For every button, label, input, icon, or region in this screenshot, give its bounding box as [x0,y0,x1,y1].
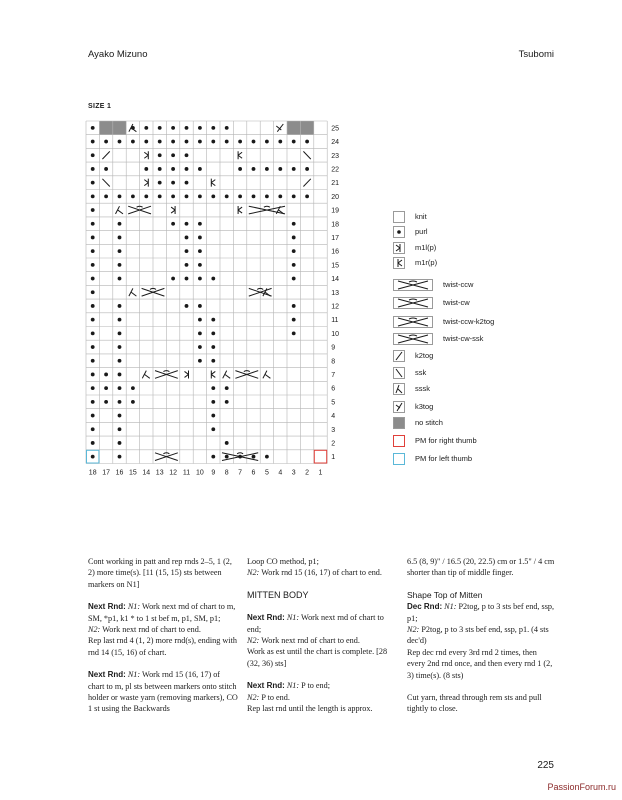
row-number: 19 [331,207,339,215]
paragraph: Cont working in patt and rep rnds 2–5, 1 (2, 2) more time(s). [11 (15, 15) sts between markers on N1] [88,557,232,589]
purl-dot [185,140,189,144]
purl-dot [252,194,256,198]
pattern-name: Tsubomi [518,49,554,60]
purl-dot [104,373,108,377]
sssk-symbol [142,371,150,379]
purl-dot [118,427,122,431]
purl-dot [91,455,95,459]
purl-dot [91,222,95,226]
purl-dot [211,359,215,363]
column-number: 12 [169,469,177,477]
purl-dot [211,194,215,198]
purl-dot [185,153,189,157]
row-number: 21 [331,180,339,188]
purl-dot [252,167,256,171]
paragraph: Cut yarn, thread through rem sts and pull tightly to close. [407,693,542,714]
knit-icon [393,211,405,223]
author-name: Ayako Mizuno [88,49,148,60]
purl-dot [118,140,122,144]
column-number: 10 [196,469,204,477]
purl-dot [185,222,189,226]
purl-dot [211,126,215,130]
row-number: 12 [331,303,339,311]
purl-icon [393,226,405,238]
instructions-column-3 [407,556,557,726]
twist-ccw-symbol [155,371,178,379]
purl-dot [118,236,122,240]
purl-dot [118,331,122,335]
column-number: 13 [155,469,164,477]
ssk-symbol [102,179,109,187]
purl-dot [171,277,175,281]
purl-dot [185,249,189,253]
row-number: 6 [331,385,336,393]
column-number: 3 [291,469,296,477]
purl-dot [118,263,122,267]
purl-dot [225,386,229,390]
purl-dot [91,194,95,198]
no-stitch-icon [393,417,405,429]
purl-dot [158,140,162,144]
row-number: 1 [331,454,336,462]
legend-label: twist-ccw-k2tog [443,317,495,326]
row-number: 8 [331,358,336,366]
purl-dot [185,277,189,281]
purl-dot [238,167,242,171]
twist-cw-symbol [249,288,272,296]
m1l-symbol [144,179,148,187]
purl-dot [292,222,296,226]
purl-dot [131,386,135,390]
section-heading: Shape Top of Mitten [407,589,483,600]
column-number: 11 [182,469,191,477]
sssk-icon [393,383,405,395]
purl-dot [91,373,95,377]
column-number: 4 [278,469,283,477]
purl-dot [211,386,215,390]
column-number: 8 [224,469,229,477]
twist-cw-symbol [222,453,258,461]
k2tog-symbol [303,179,310,187]
purl-dot [292,194,296,198]
pm-right-marker [314,450,326,463]
purl-dot [292,318,296,322]
purl-dot [225,400,229,404]
column-number: 5 [264,469,269,477]
k2tog-symbol [102,151,109,159]
purl-dot [198,249,202,253]
paragraph: 6.5 (8, 9)" / 16.5 (20, 22.5) cm or 1.5" / 4 cm shorter than tip of middle finger. [407,557,555,578]
pm-right-icon [393,435,405,447]
row-number: 2 [331,440,336,448]
purl-dot [118,400,122,404]
purl-dot [292,263,296,267]
row-number: 18 [331,221,339,229]
purl-dot [238,455,242,459]
purl-dot [265,194,269,198]
k3tog-icon [393,401,405,413]
purl-dot [118,455,122,459]
purl-dot [198,194,202,198]
purl-dot [118,304,122,308]
paragraph: Next Rnd: N1: Work next rnd of chart to end; N2: Work next rnd of chart to end. Work as est until the chart is complete. [28 (32, 36) sts] [247,613,388,668]
purl-dot [198,304,202,308]
purl-dot [118,318,122,322]
purl-dot [91,167,95,171]
twist-ccw-symbol [155,453,178,461]
paragraph: Next Rnd: N1: Work rnd 15 (16, 17) of chart to m, pl sts between markers onto stitch holder or waste yarn (removing markers), CO 1 st using the Backwards [88,670,238,714]
column-number: 9 [211,469,216,477]
purl-dot [305,167,309,171]
purl-dot [198,277,202,281]
purl-dot [144,126,148,130]
no-stitch-cell [99,121,112,135]
twist-ccw-icon [393,279,433,291]
column-number: 18 [88,469,97,477]
purl-dot [211,318,215,322]
purl-dot [278,140,282,144]
purl-dot [265,167,269,171]
purl-dot [91,236,95,240]
row-number: 24 [331,139,339,147]
purl-dot [118,373,122,377]
row-number: 4 [331,413,336,421]
row-number: 25 [331,125,339,133]
purl-dot [185,263,189,267]
twist-cw-ssk-icon [393,333,433,345]
purl-dot [198,126,202,130]
purl-dot [171,167,175,171]
purl-dot [292,277,296,281]
purl-dot [198,345,202,349]
k3tog-symbol [276,206,284,214]
m1l-symbol [185,370,189,378]
purl-dot [171,126,175,130]
legend-item-no-stitch [393,416,443,429]
purl-dot [91,126,95,130]
column-number: 2 [305,469,310,477]
purl-dot [104,140,108,144]
legend-label: ssk [415,368,427,377]
twist-ccw-k2tog-icon [393,316,433,328]
legend-label: knit [415,212,427,221]
purl-dot [292,304,296,308]
purl-dot [118,386,122,390]
paragraph: Next Rnd: N1: P to end; N2: P to end. Rep last rnd until the length is approx. [247,681,373,714]
purl-dot [198,359,202,363]
legend-item-twist-cw-ssk [393,332,483,345]
purl-dot [225,126,229,130]
purl-dot [91,249,95,253]
purl-dot [252,455,256,459]
purl-dot [91,290,95,294]
purl-dot [131,126,135,130]
row-number: 11 [331,317,339,325]
legend-item-pm-left [393,452,472,465]
m1r-icon [393,257,405,269]
purl-dot [292,236,296,240]
pm-left-marker [87,450,99,463]
purl-dot [91,427,95,431]
legend-item-twist-cw [393,296,470,309]
purl-dot [238,140,242,144]
purl-dot [185,194,189,198]
k3tog-symbol [263,288,271,296]
m1l-icon [393,242,405,254]
legend-item-pm-right [393,434,477,447]
legend-label: purl [415,227,428,236]
row-number: 9 [331,344,336,352]
purl-dot [91,386,95,390]
row-number: 3 [331,426,336,434]
purl-dot [171,194,175,198]
ssk-symbol [303,151,310,159]
purl-dot [278,167,282,171]
row-number: 20 [331,193,339,201]
purl-dot [118,194,122,198]
twist-cw-icon [393,297,433,309]
purl-dot [171,153,175,157]
purl-dot [185,236,189,240]
purl-dot [265,140,269,144]
purl-dot [171,181,175,185]
sssk-symbol [129,288,137,296]
purl-dot [91,441,95,445]
purl-dot [211,400,215,404]
legend-item-twist-ccw-k2tog [393,315,494,328]
purl-dot [278,194,282,198]
m1r-symbol [238,151,242,159]
purl-dot [158,181,162,185]
purl-dot [211,414,215,418]
sssk-symbol [129,124,137,132]
purl-dot [292,140,296,144]
purl-dot [91,400,95,404]
m1r-symbol [238,206,242,214]
purl-dot [211,140,215,144]
purl-dot [91,331,95,335]
legend-item-twist-ccw [393,278,473,291]
twist-ccw-symbol [142,288,165,296]
m1r-symbol [211,179,215,187]
legend-label: k3tog [415,402,434,411]
purl-dot [144,167,148,171]
row-number: 13 [331,289,339,297]
purl-dot [91,181,95,185]
purl-dot [131,194,135,198]
legend-label: m1l(p) [415,243,437,252]
sssk-symbol [223,371,231,379]
purl-dot [91,318,95,322]
legend-item-m1l [393,241,436,254]
purl-dot [91,345,95,349]
no-stitch-cell [287,121,300,135]
purl-dot [238,194,242,198]
purl-dot [91,263,95,267]
purl-dot [292,249,296,253]
purl-dot [211,277,215,281]
twist-cw-symbol [235,371,258,379]
twist-ccw-symbol [128,206,151,214]
paragraph: Dec Rnd: N1: P2tog, p to 3 sts bef end, ssp, p1; N2: P2tog, p to 3 sts bef end, ssp, p1. (4 sts dec'd) Rep dec rnd every 3rd rnd 2 times, then every 2nd rnd once, and then every rnd 1 (2, 3) time(s). (8 sts) [407,602,555,680]
paragraph: Loop CO method, p1; N2: Work rnd 15 (16, 17) of chart to end. [247,557,382,578]
legend-item-m1r [393,256,437,269]
row-number: 7 [331,371,336,379]
purl-dot [118,277,122,281]
no-stitch-cell [300,121,313,135]
purl-dot [91,304,95,308]
purl-dot [305,140,309,144]
purl-dot [91,359,95,363]
legend-item-k2tog [393,349,433,362]
purl-dot [265,455,269,459]
purl-dot [252,140,256,144]
purl-dot [144,140,148,144]
purl-dot [185,181,189,185]
purl-dot [225,140,229,144]
column-number: 17 [102,469,110,477]
legend-item-knit [393,210,427,223]
pm-left-icon [393,453,405,465]
twist-cw-symbol [249,206,285,214]
legend-item-purl [393,225,428,238]
purl-dot [158,126,162,130]
purl-dot [211,331,215,335]
legend-label: PM for left thumb [415,454,473,463]
k3tog-symbol [276,124,283,132]
purl-dot [158,153,162,157]
purl-dot [185,167,189,171]
purl-dot [104,386,108,390]
legend-item-k3tog [393,400,433,413]
watermark: PassionForum.ru [547,782,616,792]
k3tog-symbol [263,371,271,379]
no-stitch-cell [113,121,126,135]
legend-label: m1r(p) [415,258,438,267]
purl-dot [91,208,95,212]
purl-dot [171,222,175,226]
purl-dot [104,400,108,404]
row-number: 16 [331,248,339,256]
row-number: 14 [331,276,339,284]
column-number: 7 [238,469,243,477]
purl-dot [118,414,122,418]
purl-dot [104,167,108,171]
purl-dot [185,304,189,308]
legend-label: sssk [415,384,430,393]
purl-dot [171,140,175,144]
purl-dot [104,194,108,198]
purl-dot [185,126,189,130]
purl-dot [198,263,202,267]
legend-label: no stitch [415,418,443,427]
purl-dot [131,400,135,404]
purl-dot [118,441,122,445]
purl-dot [118,249,122,253]
purl-dot [198,140,202,144]
paragraph: Next Rnd: N1: Work next rnd of chart to m, SM, *p1, k1 * to 1 st bef m, p1, SM, p1; N2: Work next rnd of chart to end. Rep last rnd 4 (1, 2) more rnd(s), ending with rnd 14 (15, 16) of chart. [88,602,237,657]
ssk-icon [393,367,405,379]
purl-dot [144,194,148,198]
section-heading: MITTEN BODY [247,589,309,600]
purl-dot [158,194,162,198]
legend-label: twist-cw-ssk [443,334,484,343]
purl-dot [225,194,229,198]
purl-dot [118,359,122,363]
row-number: 22 [331,166,339,174]
purl-dot [292,331,296,335]
purl-dot [91,140,95,144]
row-number: 23 [331,152,339,160]
purl-dot [305,194,309,198]
purl-dot [198,331,202,335]
row-number: 17 [331,234,339,242]
row-number: 5 [331,399,336,407]
column-number: 1 [318,469,323,477]
purl-dot [118,222,122,226]
purl-dot [131,140,135,144]
k2tog-icon [393,350,405,362]
m1r-symbol [211,370,215,378]
purl-dot [211,455,215,459]
legend-label: twist-ccw [443,280,474,289]
purl-dot [91,277,95,281]
purl-dot [225,455,229,459]
instructions-column-1 [88,556,238,726]
legend-item-ssk [393,366,426,379]
m1l-symbol [171,206,175,214]
chart-size-label: SIZE 1 [88,103,112,110]
purl-dot [198,236,202,240]
purl-dot [158,167,162,171]
legend-label: PM for right thumb [415,436,477,445]
m1l-symbol [144,151,148,159]
purl-dot [198,222,202,226]
purl-dot [198,167,202,171]
purl-dot [91,414,95,418]
column-number: 6 [251,469,256,477]
purl-dot [225,441,229,445]
column-number: 15 [129,469,137,477]
purl-dot [211,345,215,349]
purl-dot [198,318,202,322]
sssk-symbol [116,206,124,214]
page-number: 225 [537,760,554,771]
row-number: 15 [331,262,339,270]
legend-item-sssk [393,382,430,395]
legend-label: k2tog [415,351,434,360]
column-number: 16 [115,469,124,477]
purl-dot [292,167,296,171]
purl-dot [91,153,95,157]
column-number: 14 [142,469,151,477]
row-number: 10 [331,330,339,338]
legend-label: twist-cw [443,298,470,307]
purl-dot [118,345,122,349]
instructions-column-2 [247,556,397,725]
purl-dot [211,427,215,431]
